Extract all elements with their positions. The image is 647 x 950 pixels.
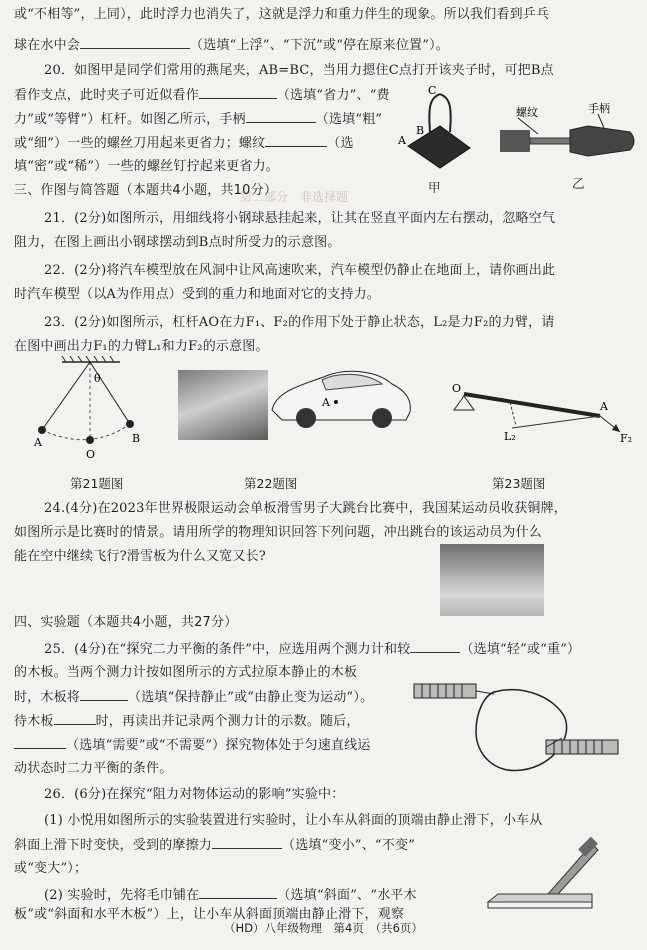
text-line: (1) 小悦用如图所示的实验装置进行实验时，让小车从斜面的顶端由静止滑下，小车从 [44, 813, 543, 828]
text-line: 斜面上滑下时变快，受到的摩擦力 （选填“变小”、“不变” [14, 838, 415, 853]
text-line: 在图中画出力F₁的力臂L₁和力F₂的示意图。 [14, 339, 269, 354]
screwdriver-figure [500, 102, 640, 172]
text-line: 球在水中会 （选填“上浮”、“下沉”或“停在原来位置”）。 [14, 38, 449, 53]
text-line: 的木板。当两个测力计按如图所示的方式拉原本静止的木板 [14, 665, 358, 680]
answer-blank[interactable] [14, 736, 66, 749]
answer-blank[interactable] [80, 688, 128, 701]
label-a: A [322, 396, 330, 409]
label-a: A [398, 134, 406, 147]
pendulum-figure [20, 360, 150, 460]
text-line: 能在空中继续飞行?滑雪板为什么又宽又长? [14, 549, 266, 564]
text-line: 动状态时二力平衡的条件。 [14, 761, 173, 776]
answer-blank[interactable] [199, 86, 277, 99]
answer-blank[interactable] [265, 134, 327, 147]
ramp-figure [488, 836, 604, 912]
question-21: 21．(2分)如图所示，用细线将小钢球悬挂起来，让其在竖直平面内左右摆动，忽略空气 [44, 211, 556, 226]
label-b: B [132, 432, 141, 445]
label-o: O [452, 382, 462, 395]
question-25: 25．(4分)在“探究二力平衡的条件”中，应选用两个测力计和较 （选填“轻”或“重”） [44, 642, 581, 657]
caption-yi: 乙 [572, 176, 585, 191]
bleed-through-text: 第二部分 非选择题 [240, 190, 349, 204]
section-3-heading: 三、作图与简答题（本题共4小题，共10分） [14, 183, 278, 198]
answer-blank[interactable] [410, 640, 460, 653]
label-o: O [86, 448, 96, 461]
text-line: 如图所示是比赛时的情景。请用所学的物理知识回答下列问题，冲出跳台的该运动员为什么 [14, 525, 543, 540]
label-f2: F₂ [620, 432, 633, 445]
lever-figure [450, 380, 633, 445]
binder-clip-figure [400, 86, 480, 186]
question-26: 26．(6分)在探究“阻力对物体运动的影响”实验中： [44, 787, 345, 802]
label-l2: L₂ [504, 430, 516, 443]
label-a: A [34, 436, 42, 449]
text-line: 或“不相等”，上同），此时浮力也消失了，这就是浮力和重力伴生的现象。所以我们看到乒乓 [14, 7, 550, 22]
caption-fig22: 第22题图 [244, 476, 298, 491]
balance-board-figure [414, 676, 636, 780]
caption-fig21: 第21题图 [70, 476, 124, 491]
label-b: B [416, 124, 425, 137]
label-luowen: 螺纹 [516, 106, 538, 119]
answer-blank[interactable] [199, 886, 277, 899]
question-20: 20．如图甲是同学们常用的燕尾夹，AB=BC，当用力摁住C点打开该夹子时，可把B点 [44, 63, 554, 78]
label-c: C [428, 84, 437, 97]
label-a: A [600, 400, 608, 413]
text-line: 待木板 时，再读出并记录两个测力计的示数。随后， [14, 714, 360, 729]
label-shoubing: 手柄 [588, 102, 610, 115]
caption-jia: 甲 [428, 180, 441, 195]
page-footer: （HD）八年级物理 第4页 （共6页） [224, 921, 423, 935]
text-line: 阻力，在图上画出小钢球摆动到B点时所受力的示意图。 [14, 235, 341, 250]
text-line: 力”或“等臂”）杠杆。如图乙所示，手柄 （选填“粗” [14, 112, 383, 127]
text-line: 时，木板将 （选填“保持静止”或“由静止变为运动”）。 [14, 690, 374, 705]
text-line: 时汽车模型（以A为作用点）受到的重力和地面对它的支持力。 [14, 287, 380, 302]
answer-blank[interactable] [246, 110, 316, 123]
section-4-heading: 四、实验题（本题共4小题，共27分） [14, 615, 238, 630]
text-line: 看作支点，此时夹子可近似看作 （选填“省力”、“费 [14, 88, 390, 103]
answer-blank[interactable] [80, 36, 190, 49]
text-line: 或“变大”）； [14, 861, 88, 876]
text-line: 板”或“斜面和水平木板”）上，让小车从斜面顶端由静止滑下，观察 [14, 907, 405, 922]
answer-blank[interactable] [54, 712, 96, 725]
question-23: 23．(2分)如图所示，杠杆AO在力F₁、F₂的作用下处于静止状态，L₂是力F₂的力臂，请 [44, 315, 555, 330]
label-theta: θ [94, 372, 101, 385]
caption-fig23: 第23题图 [492, 476, 546, 491]
text-line: （选填“需要”或“不需要”）探究物体处于匀速直线运 [14, 736, 371, 754]
text-line: 或“细”）一些的螺丝刀用起来更省力；螺纹 （选 [14, 136, 354, 151]
snowboarder-photo [440, 544, 544, 616]
car-model-figure [266, 360, 416, 440]
question-22: 22．(2分)将汽车模型放在风洞中让风高速吹来，汽车模型仍静止在地面上，请你画出此 [44, 263, 556, 278]
answer-blank[interactable] [212, 836, 282, 849]
question-24: 24.(4分)在2023年世界极限运动会单板滑雪男子大跳台比赛中，我国某运动员收获铜牌， [44, 501, 567, 516]
wind-tunnel-photo [178, 370, 268, 440]
text-line: 填“密”或“稀”）一些的螺丝钉拧起来更省力。 [14, 159, 279, 174]
text-line: (2) 实验时，先将毛巾铺在 （选填“斜面”、“水平木 [44, 888, 417, 903]
